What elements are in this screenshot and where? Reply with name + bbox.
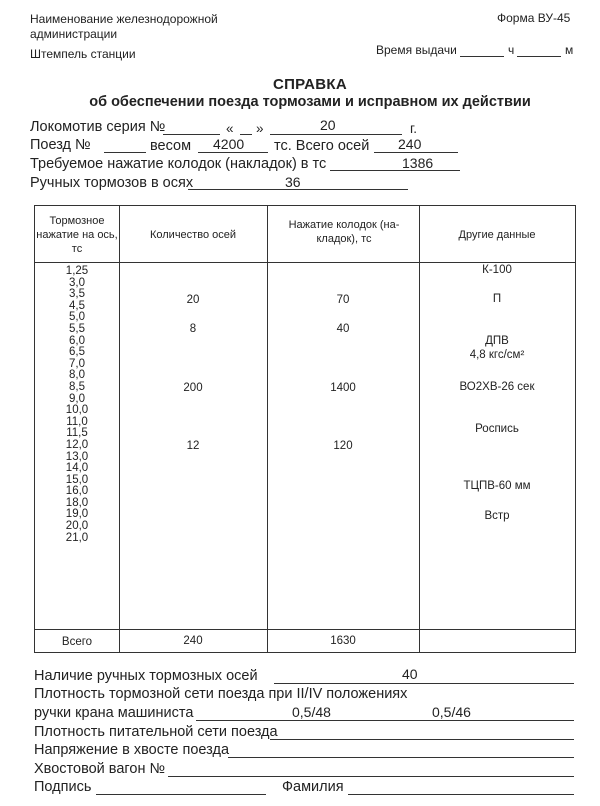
other-k100: К-100 xyxy=(482,264,512,276)
train-label: Поезд № xyxy=(30,137,91,153)
axis-value: 20,0 xyxy=(65,520,89,533)
axis-value: 16,0 xyxy=(65,485,89,498)
issue-time-label: Время выдачи xyxy=(376,43,457,57)
hand-brakes-value: 36 xyxy=(285,174,301,190)
axles-cell: 12 xyxy=(186,440,200,452)
feed-density-field[interactable] xyxy=(270,739,574,740)
hours-unit: ч xyxy=(508,43,515,57)
col-header-other: Другие данные xyxy=(458,229,536,241)
signature-label: Подпись xyxy=(34,779,92,795)
hand-axles-field[interactable] xyxy=(274,683,574,684)
col-header-axis-pressure: Тормозное нажатие на ось, тс xyxy=(36,215,118,255)
col-header-axles: Количество осей xyxy=(149,229,236,241)
feed-density-label: Плотность питательной сети поезда xyxy=(34,724,278,740)
admin-name-line2: администрации xyxy=(30,27,118,41)
density-value-ii: 0,5/48 xyxy=(292,704,331,720)
required-pressure-field[interactable] xyxy=(330,170,460,171)
total-pressure: 1630 xyxy=(330,635,356,647)
axles-cell: 8 xyxy=(189,323,197,335)
station-stamp-label: Штемпель станции xyxy=(30,47,136,61)
train-number-field[interactable] xyxy=(104,152,146,153)
other-vo2hv: ВО2ХВ-26 сек xyxy=(459,381,535,393)
other-p: П xyxy=(492,293,502,305)
axles-total-value: 240 xyxy=(398,136,422,152)
pressure-cell: 1400 xyxy=(330,382,356,394)
axis-value: 11,5 xyxy=(66,427,88,440)
axis-pressure-list xyxy=(35,266,119,544)
axis-value: 6,5 xyxy=(69,346,85,359)
locomotive-series-field[interactable] xyxy=(163,134,220,135)
total-label: Всего xyxy=(61,636,93,648)
hand-axles-value: 40 xyxy=(402,666,418,682)
axis-value: 14,0 xyxy=(65,462,89,475)
day-field[interactable] xyxy=(240,134,252,135)
axis-value: 8,0 xyxy=(69,369,85,382)
signature-field[interactable] xyxy=(96,794,266,795)
other-rospis: Роспись xyxy=(475,423,519,435)
weight-field[interactable] xyxy=(198,152,268,153)
required-pressure-label: Требуемое нажатие колодок (накладок) в тс xyxy=(30,156,327,172)
axis-value: 5,0 xyxy=(69,311,85,324)
hand-axles-label: Наличие ручных тормозных осей xyxy=(34,668,258,684)
axis-value: 3,5 xyxy=(69,288,85,301)
pressure-cell: 40 xyxy=(336,323,350,335)
issue-hours-field[interactable] xyxy=(460,56,504,57)
issue-minutes-field[interactable] xyxy=(517,56,561,57)
axis-value: 9,0 xyxy=(69,392,85,405)
year-suffix: г. xyxy=(410,121,418,136)
brake-table xyxy=(34,205,576,653)
axis-value: 1,25 xyxy=(65,265,89,277)
density-value-iv: 0,5/46 xyxy=(432,704,471,720)
axis-value: 18,0 xyxy=(65,496,89,509)
tail-voltage-field[interactable] xyxy=(228,757,574,758)
other-vstr: Встр xyxy=(484,510,510,522)
axis-value: 21,0 xyxy=(65,531,89,544)
weight-unit: тс. Всего осей xyxy=(274,138,370,154)
weight-value: 4200 xyxy=(213,136,245,152)
quote-close: » xyxy=(256,121,264,136)
quote-open: « xyxy=(226,121,234,136)
axis-value: 5,5 xyxy=(69,322,85,335)
density-field[interactable] xyxy=(196,720,574,721)
density-label-line2: ручки крана машиниста xyxy=(34,705,194,721)
required-pressure-value: 1386 xyxy=(402,155,434,171)
axis-value: 4,5 xyxy=(69,299,85,312)
doc-title: СПРАВКА xyxy=(272,76,348,93)
form-id: Форма ВУ-45 xyxy=(497,11,571,25)
axis-value: 8,5 xyxy=(69,380,85,393)
locomotive-label: Локомотив серия № xyxy=(30,119,166,135)
surname-field[interactable] xyxy=(348,794,574,795)
axis-value: 7,0 xyxy=(69,357,85,370)
axis-value: 15,0 xyxy=(65,473,89,486)
hand-brakes-label: Ручных тормозов в осях xyxy=(30,175,194,191)
axles-total-field[interactable] xyxy=(374,152,458,153)
axis-value: 11,0 xyxy=(66,415,88,428)
doc-subtitle: об обеспечении поезда тормозами и исправном их действии xyxy=(89,94,531,110)
other-dpv: ДПВ xyxy=(485,335,509,347)
admin-name-line1: Наименование железнодорожной xyxy=(30,12,218,26)
other-kgs: 4,8 кгс/см² xyxy=(469,349,525,361)
axis-value: 12,0 xyxy=(65,438,89,451)
axis-value: 19,0 xyxy=(65,508,89,521)
surname-label: Фамилия xyxy=(282,779,344,795)
col-header-shoe-pressure: Нажатие колодок (на- кладок), тс xyxy=(288,219,400,245)
axis-value: 10,0 xyxy=(65,404,89,417)
year-value: 20 xyxy=(320,117,336,133)
density-label-line1: Плотность тормозной сети поезда при II/IV положениях xyxy=(34,686,408,702)
pressure-cell: 70 xyxy=(336,294,350,306)
other-tcpv: ТЦПВ-60 мм xyxy=(463,480,531,492)
tail-car-field[interactable] xyxy=(168,776,574,777)
axles-cell: 200 xyxy=(183,382,203,394)
axis-value: 6,0 xyxy=(69,334,85,347)
total-axles: 240 xyxy=(183,635,203,647)
month-year-field[interactable] xyxy=(270,134,402,135)
axis-value: 13,0 xyxy=(65,450,89,463)
axles-cell: 20 xyxy=(186,294,200,306)
weight-label: весом xyxy=(150,138,192,154)
minutes-unit: м xyxy=(565,43,574,57)
tail-car-label: Хвостовой вагон № xyxy=(34,761,166,777)
tail-voltage-label: Напряжение в хвосте поезда xyxy=(34,742,230,758)
pressure-cell: 120 xyxy=(333,440,353,452)
axis-value: 3,0 xyxy=(69,276,85,289)
